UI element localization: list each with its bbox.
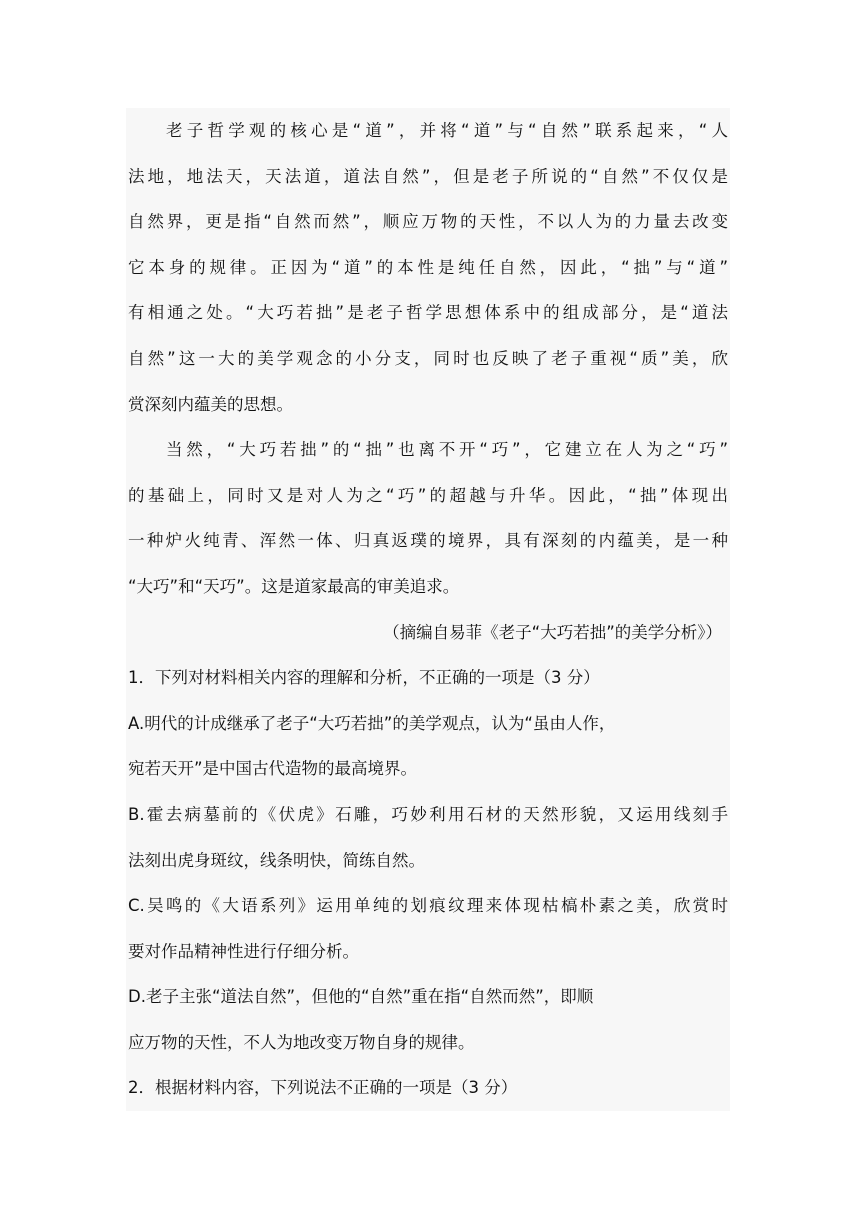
option-d[interactable]: [126, 974, 730, 1065]
question-stem: 1．下列对材料相关内容的理解和分析，不正确的一项是（3 分）: [126, 655, 730, 701]
paragraph-line: 它本身的规律。正因为“道”的本性是纯任自然，因此，“拙”与“道”: [126, 245, 730, 291]
option-line: B.霍去病墓前的《伏虎》石雕，巧妙利用石材的天然形貌，又运用线刻手: [126, 792, 730, 838]
paragraph-line: 自然界，更是指“自然而然”，顺应万物的天性，不以人为的力量去改变: [126, 199, 730, 245]
option-line: 应万物的天性，不人为地改变万物自身的规律。: [126, 1020, 730, 1066]
option-line: D.老子主张“道法自然”，但他的“自然”重在指“自然而然”，即顺: [126, 974, 730, 1020]
option-line: A.明代的计成继承了老子“大巧若拙”的美学观点，认为“虽由人作，: [126, 701, 730, 747]
paragraph-line: 的基础上，同时又是对人为之“巧”的超越与升华。因此，“拙”体现出: [126, 473, 730, 519]
paragraph-line: 自然”这一大的美学观念的小分支，同时也反映了老子重视“质”美，欣: [126, 336, 730, 382]
question-2: [126, 1065, 730, 1111]
option-line: 要对作品精神性进行仔细分析。: [126, 929, 730, 975]
paragraph-line: 老子哲学观的核心是“道”，并将“道”与“自然”联系起来，“人: [126, 108, 730, 154]
paragraph-line: “大巧”和“天巧”。这是道家最高的审美追求。: [126, 564, 730, 610]
option-c[interactable]: [126, 883, 730, 974]
question-1: [126, 655, 730, 1065]
paragraph-2: [126, 427, 730, 609]
paragraph-line: 法地，地法天，天法道，道法自然”，但是老子所说的“自然”不仅仅是: [126, 154, 730, 200]
option-line: 宛若天开”是中国古代造物的最高境界。: [126, 746, 730, 792]
paragraph-1: [126, 108, 730, 427]
paragraph-line: 一种炉火纯青、浑然一体、归真返璞的境界，具有深刻的内蕴美，是一种: [126, 518, 730, 564]
option-b[interactable]: [126, 792, 730, 883]
paragraph-line: 当然，“大巧若拙”的“拙”也离不开“巧”，它建立在人为之“巧”: [126, 427, 730, 473]
document-content: [126, 108, 730, 1111]
paragraph-line: 有相通之处。“大巧若拙”是老子哲学思想体系中的组成部分，是“道法: [126, 290, 730, 336]
question-stem: 2．根据材料内容，下列说法不正确的一项是（3 分）: [126, 1065, 730, 1111]
option-line: C.吴鸣的《大语系列》运用单纯的划痕纹理来体现枯槁朴素之美，欣赏时: [126, 883, 730, 929]
paragraph-line: 赏深刻内蕴美的思想。: [126, 382, 730, 428]
option-a[interactable]: [126, 701, 730, 792]
source-citation: （摘编自易菲《老子“大巧若拙”的美学分析》）: [126, 610, 730, 656]
option-line: 法刻出虎身斑纹，线条明快，简练自然。: [126, 838, 730, 884]
